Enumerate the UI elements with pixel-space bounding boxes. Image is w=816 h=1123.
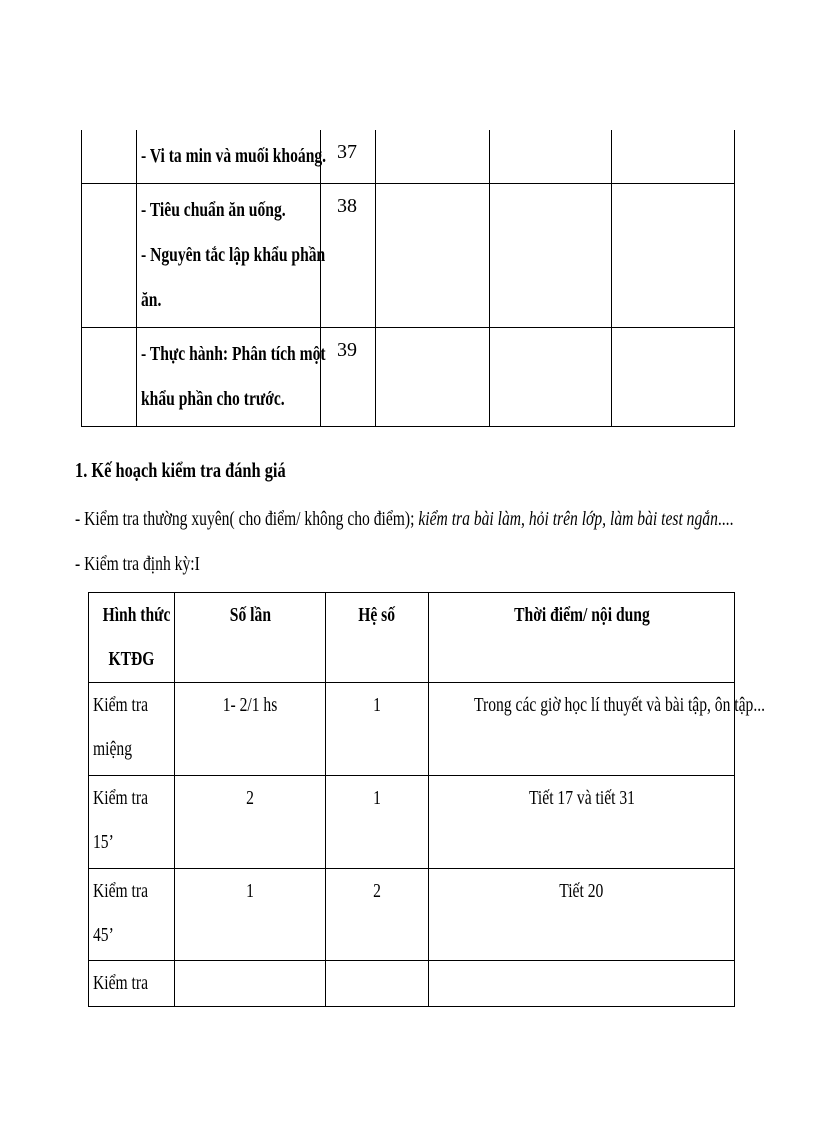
lesson-content-line: khẩu phần cho trước. (141, 388, 285, 410)
content-value: Tiết 17 và tiết 31 (528, 787, 635, 809)
lesson-content-line: - Tiêu chuẩn ăn uống. (141, 199, 286, 221)
lesson-content-cell (137, 328, 326, 427)
table-cell (490, 328, 612, 427)
period-value: 37 (337, 141, 357, 163)
period-number (321, 328, 376, 427)
header-form-line: Hình thức (102, 604, 171, 626)
table-cell (376, 184, 490, 328)
times-value: 1 (246, 880, 254, 902)
regular-assessment-text (75, 508, 733, 531)
table-cell (82, 184, 137, 328)
table-row (82, 130, 735, 184)
content-cell (429, 776, 735, 869)
form-line: Kiểm tra (93, 787, 149, 809)
times-value: 1- 2/1 hs (222, 694, 278, 716)
table-cell (82, 130, 137, 184)
periodic-assessment-text: - Kiểm tra định kỳ:I (75, 553, 200, 575)
form-line: 15’ (93, 831, 114, 853)
header-times-text: Số lần (229, 604, 271, 626)
form-line: Kiểm tra (93, 880, 149, 902)
table-header-row (89, 593, 735, 683)
table-cell (376, 130, 490, 184)
form-line: Kiểm tra (93, 694, 149, 716)
coefficient-cell (326, 683, 429, 776)
content-cell (429, 869, 735, 961)
lesson-content-line: - Vi ta min và muối khoáng. (141, 145, 327, 167)
header-coefficient-text: Hệ số (358, 604, 396, 626)
period-value: 39 (337, 339, 357, 361)
form-cell (89, 869, 175, 961)
form-cell (89, 776, 175, 869)
regular-prefix: - Kiểm tra thường xuyên( cho điểm/ không cho điểm); (75, 508, 419, 530)
table-cell (612, 184, 735, 328)
period-number (321, 184, 376, 328)
lesson-plan-table (81, 130, 735, 427)
table-row (89, 869, 735, 961)
times-cell (175, 683, 326, 776)
assessment-table (88, 592, 766, 1007)
header-content-text: Thời điểm/ nội dung (513, 604, 650, 626)
coefficient-cell (326, 961, 429, 1007)
coefficient-value: 1 (373, 694, 381, 716)
periodic-assessment-line (75, 553, 235, 576)
regular-examples: kiểm tra bài làm, hỏi trên lớp, làm bài test ngắn (418, 508, 718, 530)
form-cell (89, 961, 175, 1007)
table-cell (490, 130, 612, 184)
header-times (175, 593, 326, 683)
table-row (82, 184, 735, 328)
form-cell (89, 683, 175, 776)
header-content (429, 593, 735, 683)
table-row (89, 683, 735, 776)
lesson-content-line: - Thực hành: Phân tích một (141, 343, 326, 365)
content-value: Trong các giờ học lí thuyết và bài tập, ôn tập... (474, 694, 766, 716)
form-line: 45’ (93, 924, 114, 946)
lesson-content-line: - Nguyên tắc lập khẩu phần (141, 244, 326, 266)
lesson-content-cell (137, 184, 326, 328)
table-row (89, 961, 735, 1007)
times-cell (175, 961, 326, 1007)
table-cell (612, 328, 735, 427)
lesson-content-cell (137, 130, 327, 184)
content-value: Tiết 20 (559, 880, 604, 902)
section-heading (75, 458, 345, 483)
table-cell (612, 130, 735, 184)
header-coefficient (326, 593, 429, 683)
lesson-content-line: ăn. (141, 289, 162, 311)
times-cell (175, 776, 326, 869)
coefficient-cell (326, 869, 429, 961)
content-cell (429, 961, 735, 1007)
period-value: 38 (337, 195, 357, 217)
times-value: 2 (246, 787, 254, 809)
table-cell (490, 184, 612, 328)
header-form (89, 593, 175, 683)
section-heading-text: 1. Kế hoạch kiểm tra đánh giá (75, 458, 286, 482)
period-number (321, 130, 376, 184)
form-line: Kiểm tra (93, 972, 149, 994)
regular-suffix: .... (717, 508, 734, 530)
coefficient-value: 2 (373, 880, 381, 902)
header-form-line: KTĐG (108, 648, 155, 670)
times-cell (175, 869, 326, 961)
table-row (82, 328, 735, 427)
regular-assessment-line (75, 508, 816, 531)
table-cell (376, 328, 490, 427)
coefficient-cell (326, 776, 429, 869)
content-cell (429, 683, 766, 776)
form-line: miệng (93, 738, 132, 760)
table-row (89, 776, 735, 869)
table-cell (82, 328, 137, 427)
coefficient-value: 1 (373, 787, 381, 809)
